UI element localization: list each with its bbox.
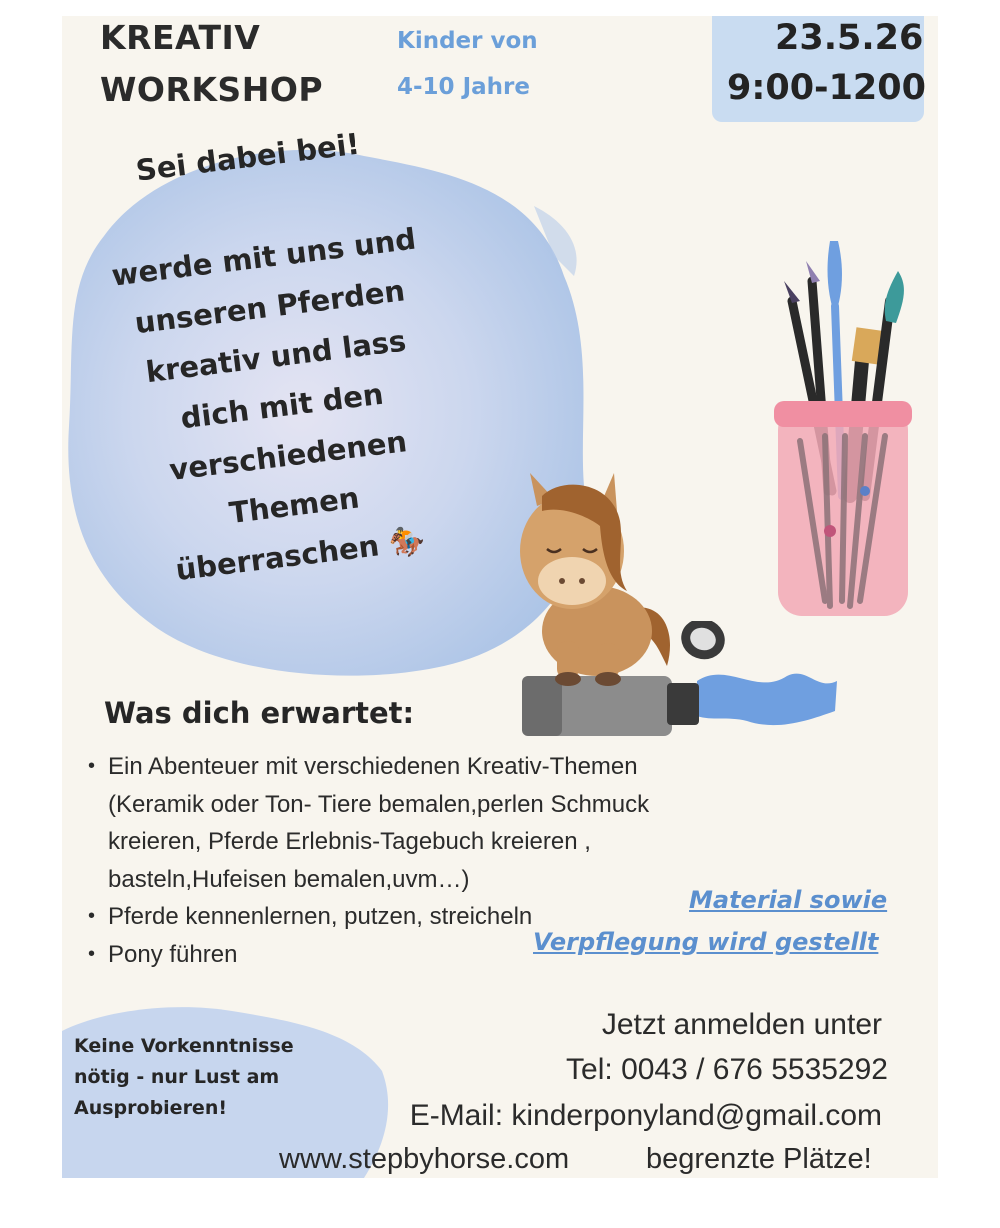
material-line-1: Material sowie <box>689 886 888 914</box>
horse-racing-icon: 🏇 <box>386 522 427 561</box>
flyer <box>62 16 938 1178</box>
intro-line-4: dich mit den <box>178 376 386 436</box>
intro-line-3: kreativ und lass <box>143 323 408 390</box>
note-line-1: Keine Vorkenntnisse <box>74 1035 294 1057</box>
age-range-line-1: Kinder von <box>397 28 538 54</box>
expect-item-1: • Ein Abenteuer mit verschiedenen Kreativ-Themen (Keramik oder Ton- Tiere bemalen,perlen Schmuck kreieren, Pferde Erlebnis-Tagebuch kreieren , basteln,Hufeisen bemalen,uvm…) <box>88 748 708 898</box>
date-box <box>712 16 924 122</box>
event-date: 23.5.26 <box>775 18 924 58</box>
expect-item-3: • Pony führen <box>88 936 708 974</box>
expect-item-2: • Pferde kennenlernen, putzen, streicheln <box>88 898 708 936</box>
email-address[interactable]: E-Mail: kinderponyland@gmail.com <box>409 1099 882 1132</box>
intro-line-2: unseren Pferden <box>132 273 407 341</box>
website-link[interactable]: www.stepbyhorse.com <box>279 1143 570 1175</box>
expect-heading: Was dich erwartet: <box>104 696 415 730</box>
pony-illustration <box>502 471 682 686</box>
title-line-1: KREATIV <box>100 18 261 57</box>
intro-line-1: werde mit uns und <box>109 221 418 293</box>
note-line-2: nötig - nur Lust am <box>74 1066 280 1088</box>
limited-spots: begrenzte Plätze! <box>646 1143 872 1175</box>
material-line-2: Verpflegung wird gestellt <box>533 928 879 956</box>
event-time: 9:00-1200 <box>727 68 926 108</box>
intro-line-7-text: überraschen <box>173 528 381 588</box>
tagline: Sei dabei bei! <box>134 126 362 188</box>
title-line-2: WORKSHOP <box>100 70 324 109</box>
no-experience-note <box>74 1031 374 1124</box>
note-line-3: Ausprobieren! <box>74 1097 228 1119</box>
register-cta: Jetzt anmelden unter <box>601 1008 882 1041</box>
intro-line-6: Themen <box>227 480 362 531</box>
phone-number[interactable]: Tel: 0043 / 676 5535292 <box>566 1053 888 1086</box>
brush-jar-illustration <box>770 241 920 636</box>
age-range-line-2: 4-10 Jahre <box>397 74 530 100</box>
intro-line-5: verschiedenen <box>167 424 409 488</box>
intro-message <box>72 209 492 603</box>
